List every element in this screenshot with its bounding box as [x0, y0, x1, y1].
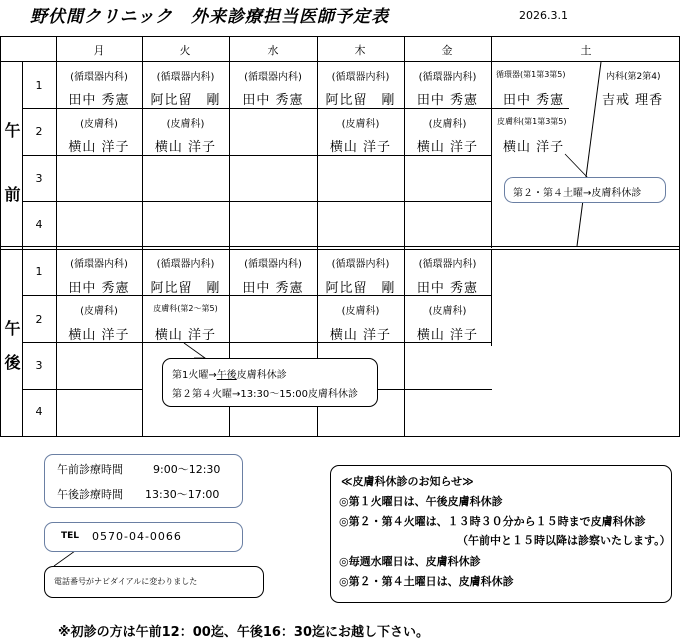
- phone-box: [44, 522, 243, 552]
- slot-number: 1: [35, 79, 43, 92]
- notice-title: ≪皮膚科休診のお知らせ≫: [341, 475, 474, 488]
- cell-dept: (循環器内科): [70, 72, 128, 83]
- cell-doctor: 横山 洋子: [416, 140, 479, 155]
- cell-dept: (循環器内科): [418, 259, 477, 270]
- phone-label: TEL: [61, 531, 80, 541]
- session-label-am-2: 前: [4, 185, 21, 204]
- session-label-pm-1: 午: [4, 319, 21, 338]
- notice-line: ◎第２・第４火曜は、１３時３０分から１５時まで皮膚科休診: [339, 515, 646, 528]
- phone-change-note: [44, 566, 264, 598]
- tuesday-note-line1-suffix: 皮膚科休診: [236, 370, 287, 381]
- tuesday-note-line1-prefix: 第1火曜→: [172, 370, 217, 381]
- cell-dept: (皮膚科): [80, 306, 118, 317]
- cell-doctor: 吉戒 理香: [602, 93, 664, 108]
- cell-doctor: 田中 秀憲: [503, 93, 565, 108]
- notice-line: ◎第２・第４土曜日は、皮膚科休診: [339, 575, 514, 588]
- am-hours-label: 午前診療時間: [57, 463, 123, 476]
- pm-hours-value: 13:30～17:00: [145, 488, 220, 501]
- cell-doctor: 横山 洋子: [154, 140, 217, 155]
- cell-dept: (循環器内科): [244, 259, 302, 270]
- cell-dept: (循環器内科): [331, 72, 390, 83]
- tuesday-note-line1-underlined: 午後: [216, 370, 237, 381]
- cell-doctor: 阿比留 剛: [150, 281, 221, 296]
- clinic-schedule-title: 野伏間クリニック 外来診療担当医師予定表: [30, 7, 389, 27]
- day-header-wed: 水: [267, 44, 279, 57]
- session-label-am-1: 午: [4, 121, 21, 140]
- slot-number: 4: [35, 405, 43, 418]
- cell-doctor: 横山 洋子: [68, 328, 130, 343]
- cell-dept: (循環器内科): [70, 259, 128, 270]
- cell-dept: (循環器内科): [244, 72, 302, 83]
- notice-line: （午前中と１５時以降は診察いたします。）: [457, 534, 671, 547]
- cell-doctor: 阿比留 剛: [325, 281, 396, 296]
- cell-dept: (循環器内科): [418, 72, 477, 83]
- cell-dept: (皮膚科): [166, 119, 205, 130]
- cell-dept: (循環器内科): [156, 259, 215, 270]
- schedule-date: 2026.3.1: [519, 9, 568, 22]
- slot-number: 1: [35, 265, 43, 278]
- saturday-dermatology-note: [504, 177, 666, 203]
- cell-doctor: 田中 秀憲: [68, 93, 130, 108]
- slot-number: 3: [35, 172, 43, 185]
- slot-number: 3: [35, 359, 43, 372]
- consultation-hours-box: [44, 454, 243, 508]
- cell-dept: 皮膚科(第1第3第5): [497, 117, 567, 126]
- cell-dept: (皮膚科): [428, 119, 467, 130]
- cell-doctor: 田中 秀憲: [416, 281, 479, 296]
- cell-doctor: 阿比留 剛: [325, 93, 396, 108]
- cell-dept: (循環器内科): [331, 259, 390, 270]
- saturday-note-text: 第２・第４土曜→皮膚科休診: [513, 188, 642, 199]
- cell-dept: (皮膚科): [341, 119, 380, 130]
- cell-dept: 皮膚科(第2～第5): [153, 304, 218, 313]
- cell-doctor: 横山 洋子: [329, 328, 392, 343]
- cell-doctor: 横山 洋子: [154, 328, 217, 343]
- cell-doctor: 阿比留 剛: [150, 93, 221, 108]
- cell-dept: (皮膚科): [341, 306, 380, 317]
- day-header-thu: 木: [354, 44, 366, 57]
- slot-number: 2: [35, 125, 43, 138]
- cell-dept: (皮膚科): [428, 306, 467, 317]
- cell-doctor: 田中 秀憲: [68, 281, 130, 296]
- slot-number: 4: [35, 218, 43, 231]
- cell-dept: 循環器(第1第3第5): [496, 70, 566, 79]
- pm-hours-label: 午後診療時間: [57, 488, 123, 501]
- cell-doctor: 横山 洋子: [416, 328, 479, 343]
- first-visit-footer: ※初診の方は午前12：00迄、午後16：30迄にお越し下さい。: [58, 625, 430, 640]
- day-header-mon: 月: [93, 44, 105, 57]
- slot-number: 2: [35, 313, 43, 326]
- cell-doctor: 横山 洋子: [329, 140, 392, 155]
- cell-doctor: 田中 秀憲: [416, 93, 479, 108]
- cell-dept: (循環器内科): [156, 72, 215, 83]
- tuesday-note-line2: 第２第４火曜→13:30～15:00皮膚科休診: [172, 389, 359, 400]
- cell-dept: (皮膚科): [80, 119, 118, 130]
- day-header-fri: 金: [441, 44, 453, 57]
- cell-doctor: 田中 秀憲: [242, 93, 304, 108]
- tuesday-dermatology-note: [162, 358, 378, 407]
- phone-change-note-text: 電話番号がナビダイアルに変わりました: [54, 577, 198, 586]
- dermatology-closure-notice: [330, 465, 672, 603]
- session-label-pm-2: 後: [4, 353, 21, 372]
- day-header-sat: 土: [580, 44, 592, 57]
- cell-doctor: 田中 秀憲: [242, 281, 304, 296]
- cell-doctor: 横山 洋子: [503, 140, 565, 155]
- am-hours-value: 9:00～12:30: [153, 463, 221, 476]
- cell-dept: 内科(第2第4): [606, 72, 661, 82]
- notice-line: ◎第１火曜日は、午後皮膚科休診: [339, 495, 503, 508]
- day-header-tue: 火: [179, 44, 191, 57]
- tuesday-note-line1: [172, 366, 287, 381]
- cell-doctor: 横山 洋子: [68, 140, 130, 155]
- phone-number: 0570-04-0066: [92, 530, 182, 543]
- notice-line: ◎毎週水曜日は、皮膚科休診: [339, 555, 481, 568]
